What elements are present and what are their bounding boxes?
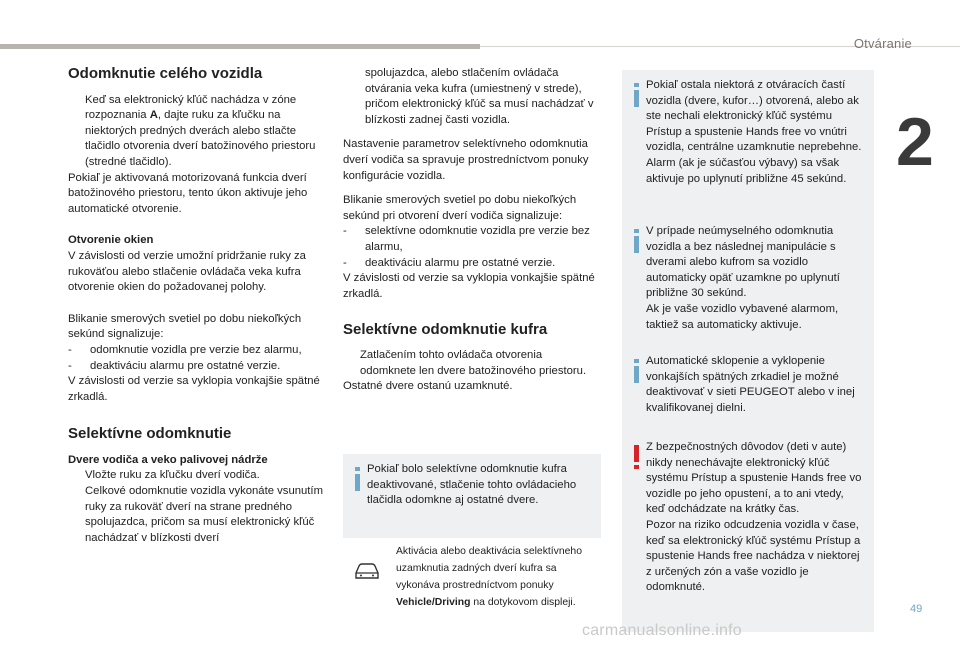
subheading-windows: Otvorenie okien: [68, 234, 154, 247]
page-number: 49: [910, 603, 923, 615]
info-icon: [630, 82, 643, 108]
heading-trunk-unlock: Selektívne odomknutie kufra: [343, 321, 548, 339]
list-item: Keď sa elektronický kľúč nachádza v zóne rozpoznania A, dajte ruku za kľučku na niektorých predných dverách alebo stlačte tlačidlo otvorenia dverí batožinového priestoru (stredné tlačidlo).: [85, 93, 316, 168]
list-item: Vložte ruku za kľučku dverí vodiča.: [85, 469, 260, 482]
info-icon: [351, 466, 364, 492]
column-1: [68, 66, 330, 546]
watermark: carmanualsonline.info: [582, 622, 742, 639]
list-item: Celkové odomknutie vozidla vykonáte vsunutím ruky za rukoväť dverí na strane predného spolujazdca, pričom sa musí elektronický kľúč nachádzať v blízkosti dverí: [85, 485, 323, 544]
subheading-driver-door: Dvere vodiča a veko palivovej nádrže: [68, 453, 268, 466]
car-icon: [353, 561, 381, 581]
list-item: - deaktiváciu alarmu pre ostatné verzie.: [68, 359, 281, 372]
heading-selective-unlock: Selektívne odomknutie: [68, 425, 232, 443]
chapter-number: 2: [896, 104, 934, 180]
info-icon: [630, 358, 643, 384]
header-rule: [0, 44, 480, 49]
list-item: - odomknutie vozidla pre verzie bez alarmu,: [68, 343, 302, 356]
list-item: Zatlačením tohto ovládača otvorenia odomknete len dvere batožinového priestoru.: [360, 348, 587, 377]
list-item: - selektívne odomknutie vozidla pre verzie bez alarmu,: [343, 225, 590, 253]
paragraph: Nastavenie parametrov selektívneho odomknutia dverí vodiča sa spravuje prostredníctvom ponuky konfigurácie vozidla.: [343, 138, 589, 182]
hint-text: Aktivácia alebo deaktivácia selektívneho uzamknutia zadných dverí kufra sa vykonáva prostredníctvom ponuky Vehicle/Driving na dotykovom displeji.: [396, 546, 582, 608]
paragraph: spolujazdca, alebo stlačením ovládača otvárania veka kufra (umiestnený v strede), pričom elektronický kľúč sa musí nachádzať v blízkosti zadnej časti vozidla.: [365, 67, 594, 126]
paragraph: Blikanie smerových svetiel po dobu niekoľkých sekúnd signalizuje:: [68, 312, 302, 341]
info-note: Pokiaľ ostala niektorá z otváracích častí vozidla (dvere, kufor…) otvorená, alebo ak ste nechali elektronický kľúč systému Prístup a spustenie Hands free vo vnútri vozidla, centrálne uzamknutie neprebehne. Alarm (ak je súčasťou výbavy) sa však aktivuje po uplynutí približne 45 sekúnd.: [622, 70, 874, 222]
column-2: [343, 66, 601, 395]
info-note: Automatické sklopenie a vyklopenie vonkajších spätných zrkadiel je možné deaktivovať v sieti PEUGEOT alebo v inej kvalifikovanej dielni.: [622, 346, 874, 440]
zone-label: A: [149, 109, 158, 122]
info-icon: [630, 228, 643, 254]
heading-unlock-all: Odomknutie celého vozidla: [68, 65, 263, 82]
warning-note: Z bezpečnostných dôvodov (deti v aute) nikdy nenechávajte elektronický kľúč systému Prístup a spustenie Hands free vo vozidle po jeho opustení, a to ani vtedy, keď odchádzate na krátky čas. Pozor na riziko odcudzenia vozidla v čase, keď sa elektronický kľúč systému Prístup a spustenie Hands free nachádza v niektorej z určených zón a vaše vozidlo je odomknuté.: [622, 432, 874, 632]
paragraph: V závislosti od verzie umožní pridržanie ruky za rukoväťou alebo stlačenie ovládača veka kufra otvorenie okien do požadovanej polohy.: [68, 249, 306, 294]
info-note: Pokiaľ bolo selektívne odomknutie kufra deaktivované, stlačenie tohto ovládacieho tlačidla odomkne aj ostatné dvere.: [343, 454, 601, 538]
paragraph: Blikanie smerových svetiel po dobu niekoľkých sekúnd pri otvorení dverí vodiča signalizuje:: [343, 194, 577, 222]
section-title: Otváranie: [853, 36, 912, 51]
paragraph: Pokiaľ je aktivovaná motorizovaná funkcia dverí batožinového priestoru, tento úkon aktivuje jeho automatické otvorenie.: [68, 171, 308, 215]
info-note: V prípade neúmyselného odomknutia vozidla a bez následnej manipulácie s dverami alebo kufrom sa vozidlo automaticky opäť uzamkne po uplynutí približne 30 sekúnd. Ak je vaše vozidlo vybavené alarmom, taktiež sa automaticky aktivuje.: [622, 216, 874, 354]
list-item: - deaktiváciu alarmu pre ostatné verzie.: [343, 256, 556, 269]
paragraph: V závislosti od verzie sa vyklopia vonkajšie spätné zrkadlá.: [343, 272, 595, 300]
paragraph: Ostatné dvere ostanú uzamknuté.: [343, 380, 513, 393]
paragraph: V závislosti od verzie sa vyklopia vonkajšie spätné zrkadlá.: [68, 375, 320, 403]
menu-name: Vehicle/Driving: [396, 597, 471, 608]
warning-icon: [630, 444, 643, 470]
